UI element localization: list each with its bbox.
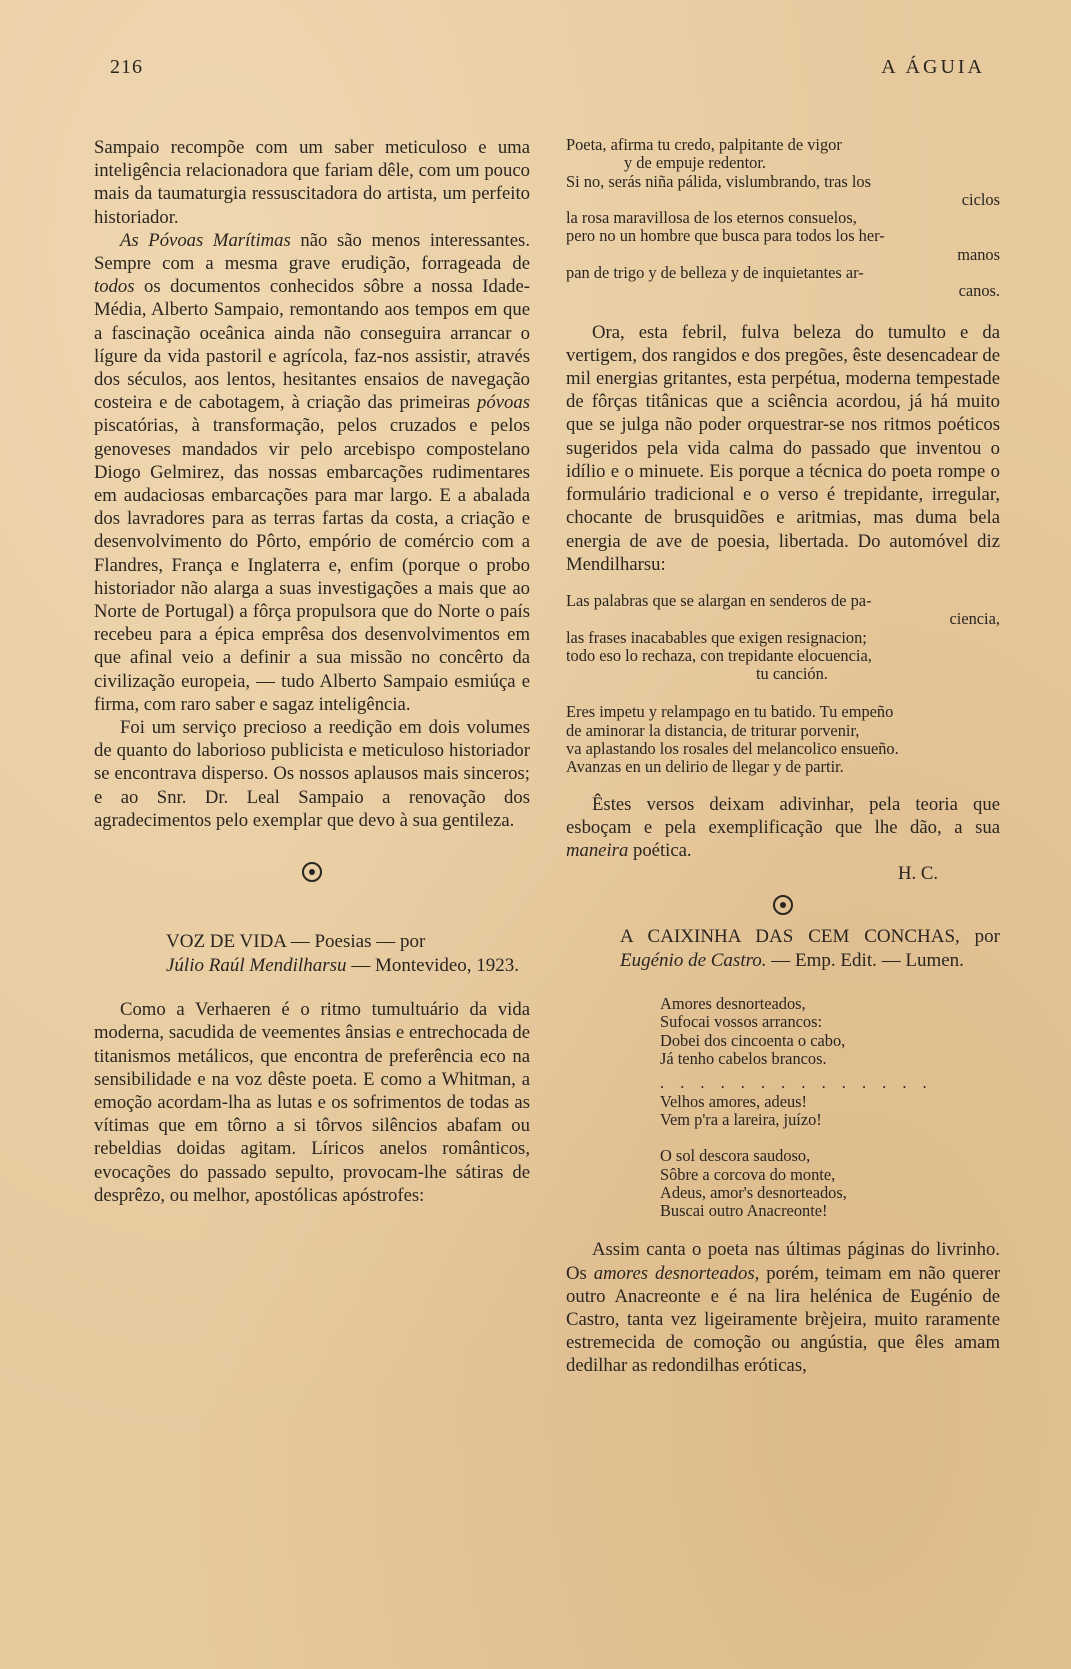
- text: poética.: [628, 839, 692, 861]
- poem-stanza: [566, 136, 1000, 301]
- emphasis: amores desnorteados,: [593, 1262, 760, 1284]
- review-heading: [566, 925, 1000, 973]
- section-separator: [94, 832, 530, 912]
- review-heading-line2: [94, 954, 530, 978]
- poem-line: ciclos: [961, 189, 1000, 209]
- paragraph: Foi um serviço precioso a reedição em dois volumes de quanto do laborioso publicista e meticuloso historiador se encontrava disperso. Os nossos aplausos mais sinceros; e ao Snr. Dr. Leal Sampaio a renovação dos agradecimentos pelo exemplar que devo à sua gentileza.: [94, 717, 530, 831]
- paragraph: [566, 793, 1000, 863]
- emphasis: maneira: [566, 839, 629, 861]
- left-column: [94, 136, 530, 1207]
- review-title: A CAIXINHA DAS CEM CONCHAS, por: [620, 926, 1000, 948]
- poem-line: la rosa maravillosa de los eternos consuelos,: [566, 208, 857, 228]
- paragraph: Como a Verhaeren é o ritmo tumultuário da vida moderna, sacudida de veementes ânsias e entrechocada de titanismos metálicos, que encontra de preferência eco na sensibilidade e na voz dêste poeta. E como a Whitman, a emoção acordam-lha as lutas e os sofrimentos de todas as vítimas que em tôrno a si tôrvos silêncios abafam ou rebeldias doidas agitam. Líricos anelos românticos, evocações do passado sepulto, provocam-lhe sátiras de desprêzo, ou melhor, apostólicas apóstrofes:: [94, 999, 530, 1206]
- paragraph: Ora, esta febril, fulva beleza do tumulto e da vertigem, dos rangidos e dos pregões, êste desencadear de mil energias gritantes, esta perpétua, moderna tempestade de fôrças titânicas que a sciência acordou, já há muito que se julga não poder orquestrar-se nos ritmos poéticos sugeridos pela vida calma do passado que inventou o idílio e o minuete. Eis porque a técnica do poeta rompe o formulário tradicional e o verso é trepidante, irregular, chocante de brusquidões e aritmias, mas duma bela energia de ave de poesia, libertada. Do automóvel diz Mendilharsu:: [566, 321, 1000, 575]
- text: Êstes versos deixam adivinhar, pela teoria que esboçam e pela exemplificação que lhe dão, a sua: [566, 793, 1000, 838]
- poem-line: Sufocai vossos arrancos:: [660, 1012, 823, 1032]
- text: os documentos conhecidos sôbre a nossa Idade-Média, Alberto Sampaio, remontando aos tempos em que a fascinação oceânica ainda não conseguira arrancar o lígure da vida pastoril e agrícola, faz-nos assistir, através dos séculos, aos lentos, hesitantes ensaios de navegação costeira e de cabotagem, à criação das primeiras: [94, 276, 530, 414]
- poem-line: Las palabras que se alargan en senderos de pa-: [566, 590, 872, 610]
- paragraph: Sampaio recompõe com um saber meticuloso e uma inteligência relacionadora que fariam dêle, com um pouco mais da taumaturgia ressuscitadora do artista, um perfeito historiador.: [94, 137, 530, 228]
- review-publisher: — Emp. Edit. — Lumen.: [766, 950, 964, 972]
- review-heading: [94, 930, 530, 954]
- poem-line: Poeta, afirma tu credo, palpitante de vigor: [566, 135, 842, 154]
- paragraph: [94, 229, 530, 716]
- poem-line: Adeus, amor's desnorteados,: [660, 1182, 847, 1202]
- poem-line: tu canción.: [756, 664, 828, 684]
- poem-line: las frases inacabables que exigen resignacion;: [566, 627, 867, 647]
- poem-line: pan de trigo y de belleza y de inquietantes ar-: [566, 263, 864, 283]
- poem-stanza: [566, 703, 1000, 776]
- poem-line: todo eso lo rechaza, con trepidante elocuencia,: [566, 645, 872, 665]
- text: Assim canta o poeta nas últimas páginas do livrinho. Os: [566, 1239, 1000, 1284]
- text: não são menos interessantes. Sempre com a mesma grave erudição, forrageada de: [94, 229, 530, 275]
- right-column: [566, 136, 1000, 1378]
- poem-line: manos: [957, 244, 1000, 264]
- poem-line: Eres impetu y relampago en tu batido. Tu empeño: [566, 702, 894, 722]
- text: piscatórias, à transformação, pelos cruzados e pelos genoveses mandados vir pelo arcebispo compostelano Diogo Gelmirez, das nossas embarcações rudimentares em audaciosas embarcações para mar largo. E a abalada dos lavradores para as terras fartas da costa, a criação e desenvolvimento do Pôrto, empório de comércio com a Flandres, França e Inglaterra e, enfim (porque o probo historiador não alarga a suas investigações a mais que ao Norte de Portugal) a fôrça propulsora que do Norte o país recebeu para a épica emprêsa dos desenvolvimentos em que afinal veio a definir a sua missão no concêrto da civilização europeia, — tudo Alberto Sampaio esmiúça e firma, com raro saber e sagaz inteligência.: [94, 415, 530, 715]
- review-author: Júlio Raúl Mendilharsu: [166, 955, 347, 977]
- page-number: 216: [110, 56, 143, 78]
- poem-line: Buscai outro Anacreonte!: [660, 1201, 828, 1221]
- section-separator: [566, 885, 1000, 925]
- poem-line: Amores desnorteados,: [660, 994, 806, 1014]
- circle-ornament-icon: [302, 862, 322, 882]
- poem-line: Vem p'ra a lareira, juízo!: [660, 1109, 822, 1129]
- poem-line: pero no un hombre que busca para todos los her-: [566, 226, 885, 246]
- poem-stanza: [566, 592, 1000, 683]
- emphasis: póvoas: [477, 392, 530, 414]
- book-title: As Póvoas Marítimas: [120, 229, 291, 251]
- poem-line: Velhos amores, adeus!: [660, 1091, 808, 1111]
- poem-line: O sol descora saudoso,: [660, 1146, 811, 1166]
- poem-line: de aminorar la distancia, de triturar porvenir,: [566, 720, 860, 740]
- journal-title: A ÁGUIA: [881, 56, 985, 78]
- poem-stanza: [660, 995, 1000, 1220]
- circle-ornament-icon: [773, 895, 793, 915]
- review-author: Eugénio de Castro.: [620, 950, 767, 972]
- poem-line: Já tenho cabelos brancos.: [660, 1049, 827, 1069]
- poem-line: Dobei dos cincoenta o cabo,: [660, 1030, 846, 1050]
- ellipsis-dots: . . . . . . . . . . . . . .: [660, 1073, 933, 1093]
- review-place: — Montevideo, 1923.: [346, 955, 520, 977]
- poem-line: va aplastando los rosales del melancolico ensueño.: [566, 738, 899, 758]
- text: porém, teimam em não querer outro Anacreonte e é na lira helénica de Eugénio de Castro, tanta vez ligeiramente brèjeira, muito raramente estremecida de comoção ou angústia, que êles amam dedilhar as redondilhas eróticas,: [566, 1262, 1000, 1377]
- poem-line: Sôbre a corcova do monte,: [660, 1164, 836, 1184]
- poem-line: canos.: [958, 281, 1000, 301]
- poem-line: y de empuje redentor.: [624, 153, 767, 173]
- poem-line: Si no, serás niña pálida, vislumbrando, tras los: [566, 171, 872, 191]
- poem-line: ciencia,: [949, 609, 1000, 629]
- emphasis: todos: [94, 276, 135, 298]
- review-title: VOZ DE VIDA — Poesias — por: [166, 931, 426, 953]
- running-header: [106, 52, 999, 82]
- signature: H. C.: [898, 863, 938, 885]
- paragraph: [566, 1238, 1000, 1377]
- poem-line: Avanzas en un delirio de llegar y de partir.: [566, 757, 844, 777]
